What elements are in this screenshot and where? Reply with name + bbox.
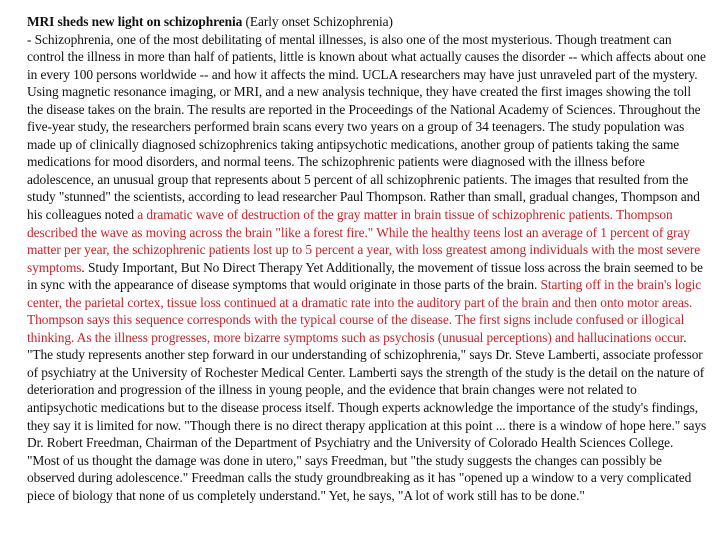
highlighted-passage: Starting off in the brain's logic center, the parietal cortex, tissue loss continued at a dramatic rate into the auditory part of the brain and then onto motor areas. Thompson says this sequence corresponds with the typical course of the disease. The first signs include confused or illogical thinking. As the illness progresses, more bizarre symptoms such as psychosis (unusual perceptions) and hallucinations occur	[27, 277, 702, 345]
body-segment: - Schizophrenia, one of the most debilitating of mental illnesses, is also one of the most mysterious. Though treatment can control the illness in more than half of patients, little is known about what actually causes the disorder -- which affects about one in every 100 persons worldwide -- and how it affects the mind. UCLA researchers may have just unraveled part of the mystery. Using magnetic resonance imaging, or MRI, and a new analysis technique, they have created the first images showing the toll the disease takes on the brain. The results are reported in the Proceedings of the National Academy of Sciences. Throughout the five-year study, the researchers performed brain scans every two years on a group of 34 teenagers. The study population was made up of clinically diagnosed schizophrenics taking antipsychotic medications, another group of patients taking the same medications for mood disorders, and normal teens. The schizophrenic patients were diagnosed with the illness before adolescence, an unusual group that represents about 5 percent of all schizophrenic patients. The images that resulted from the study "stunned" the scientists, according to lead researcher Paul Thompson. Rather than small, gradual changes, Thompson and his colleagues noted	[27, 31, 706, 223]
article-body	[27, 13, 707, 504]
body-segment: . "The study represents another step forward in our understanding of schizophrenia," says Dr. Steve Lamberti, associate professor of psychiatry at the University of Rochester Medical Center. Lamberti says the strength of the study is the detail on the nature of deterioration and progression of the illness in young people, and the evidence that brain changes were not related to antipsychotic medications but to the disease process itself. Though experts acknowledge the importance of the study's findings, they say it is limited for now. "Though there is no direct therapy application at this point ... there is a window of hope here." says Dr. Robert Freedman, Chairman of the Department of Psychiatry and the University of Colorado Health Sciences College. "Most of us thought the damage was done in utero," says Freedman, but "the study suggests the changes can possibly be observed during adolescence." Freedman calls the study groundbreaking as it has "opened up a window to a very complicated piece of biology that none of us completely understand." Yet, he says, "A lot of work still has to be done."	[27, 329, 707, 503]
body-segment: . Study Important, But No Direct Therapy Yet Additionally, the movement of tissue loss across the brain seemed to be in sync with the appearance of disease symptoms that would originate in those parts of the brain.	[27, 259, 703, 293]
highlighted-passage: a dramatic wave of destruction of the gray matter in brain tissue of schizophrenic patients. Thompson described the wave as moving across the brain "like a forest fire." While the healthy teens lost an average of 1 percent of gray matter per year, the schizophrenic patients lost up to 5 percent a year, with loss greatest among individuals with the most severe symptoms	[27, 207, 701, 275]
article-title: MRI sheds new light on schizophrenia	[27, 14, 243, 29]
article	[27, 13, 707, 504]
article-subtitle: (Early onset Schizophrenia)	[242, 14, 393, 29]
